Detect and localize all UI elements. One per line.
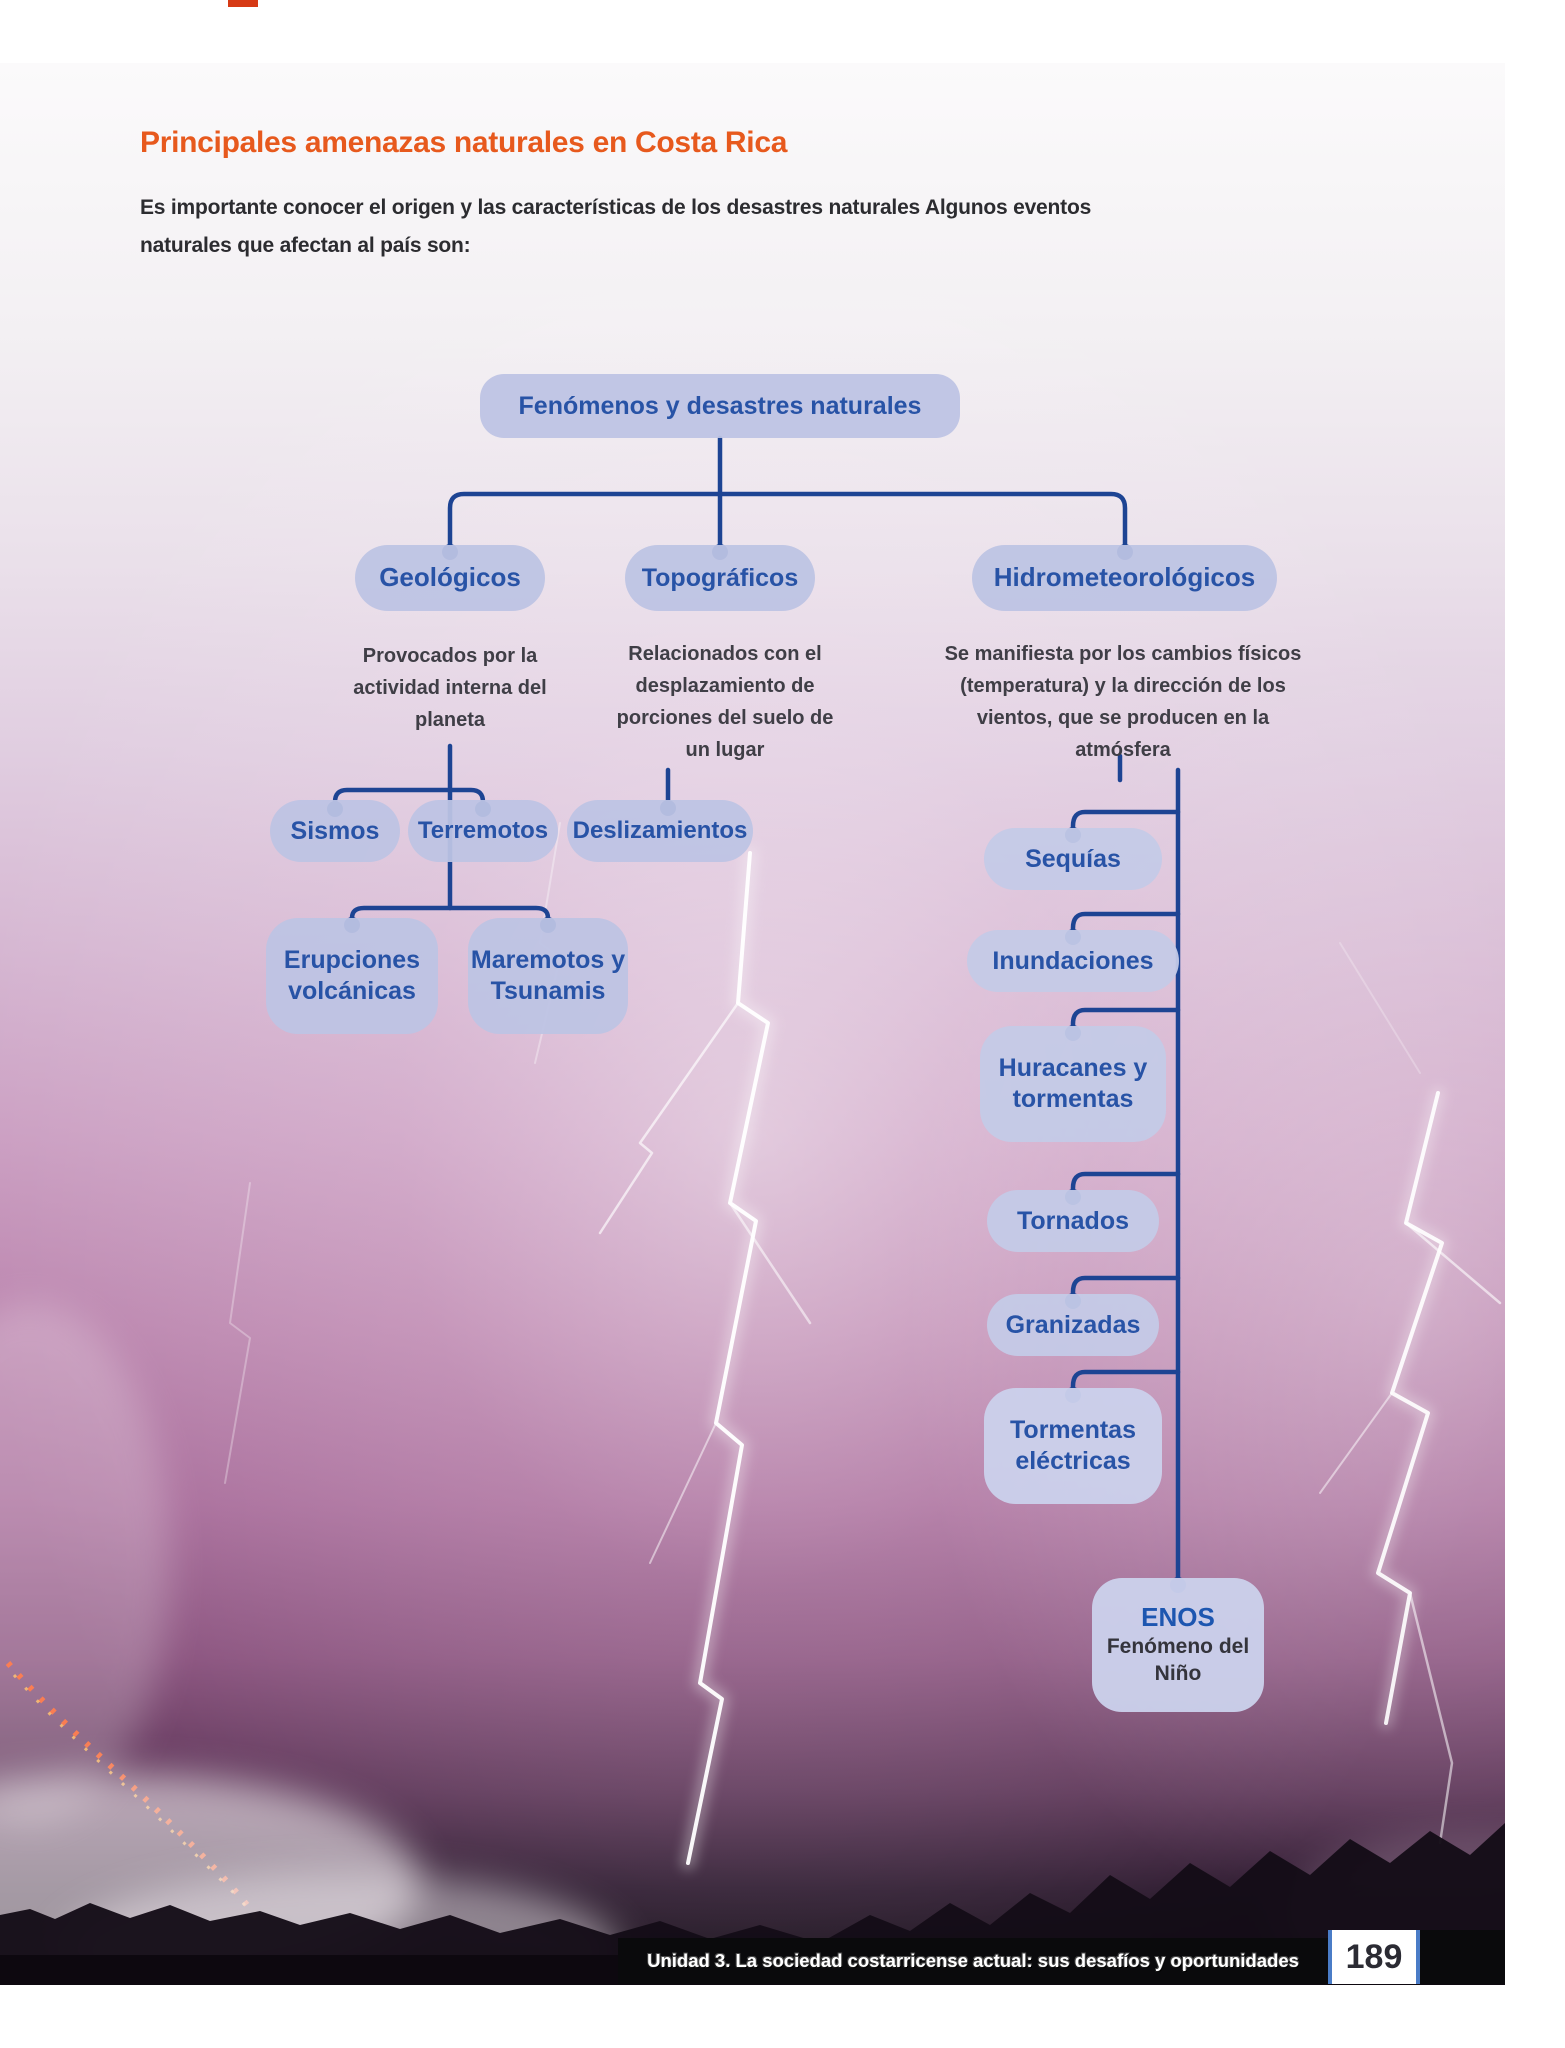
intro-paragraph-line1: Es importante conocer el origen y las características de los desastres naturales Algunos eventos — [140, 196, 1092, 219]
node-topograficos: Topográficos — [625, 545, 815, 611]
storm-photo — [0, 63, 1505, 1985]
page-title: Principales amenazas naturales en Costa Rica — [140, 126, 788, 159]
node-terremotos: Terremotos — [408, 800, 558, 862]
intro-paragraph-line2: naturales que afectan al país son: — [140, 234, 471, 257]
node-maremotos-tsunamis: Maremotos y Tsunamis — [468, 918, 628, 1034]
top-red-mark — [228, 0, 258, 7]
node-sismos: Sismos — [270, 800, 400, 862]
desc-geologicos: Provocados por la actividad interna del planeta — [353, 645, 547, 731]
footer-caption-text: Unidad 3. La sociedad costarricense actual: sus desafíos y oportunidades — [647, 1950, 1299, 1971]
node-hidrometeorologicos: Hidrometeorológicos — [972, 545, 1277, 611]
enos-title: ENOS — [1141, 1601, 1215, 1632]
node-tornados: Tornados — [987, 1190, 1159, 1252]
footer-dark-square — [1420, 1930, 1505, 1984]
node-deslizamientos: Deslizamientos — [567, 800, 753, 862]
node-granizadas: Granizadas — [987, 1294, 1159, 1356]
node-root: Fenómenos y desastres naturales — [480, 374, 960, 438]
storm-photo-svg — [0, 63, 1505, 1985]
node-inundaciones: Inundaciones — [967, 930, 1179, 992]
footer-caption-bar — [618, 1938, 1328, 1984]
node-geologicos: Geológicos — [355, 545, 545, 611]
enos-subtitle: Fenómeno del Niño — [1106, 1634, 1250, 1685]
node-sequias: Sequías — [984, 828, 1162, 890]
node-enos — [1092, 1578, 1264, 1712]
node-huracanes-tormentas: Huracanes y tormentas — [980, 1026, 1166, 1142]
desc-topograficos: Relacionados con el desplazamiento de porciones del suelo de un lugar — [616, 643, 834, 761]
desc-hidrometeorologicos: Se manifiesta por los cambios físicos (temperatura) y la dirección de los vientos, que se producen en la atmósfera — [944, 643, 1302, 761]
page-number: 189 — [1328, 1930, 1420, 1984]
node-erupciones-volcanicas: Erupciones volcánicas — [266, 918, 438, 1034]
storm-glow-right — [0, 63, 1505, 1985]
node-tormentas-electricas: Tormentas eléctricas — [984, 1388, 1162, 1504]
